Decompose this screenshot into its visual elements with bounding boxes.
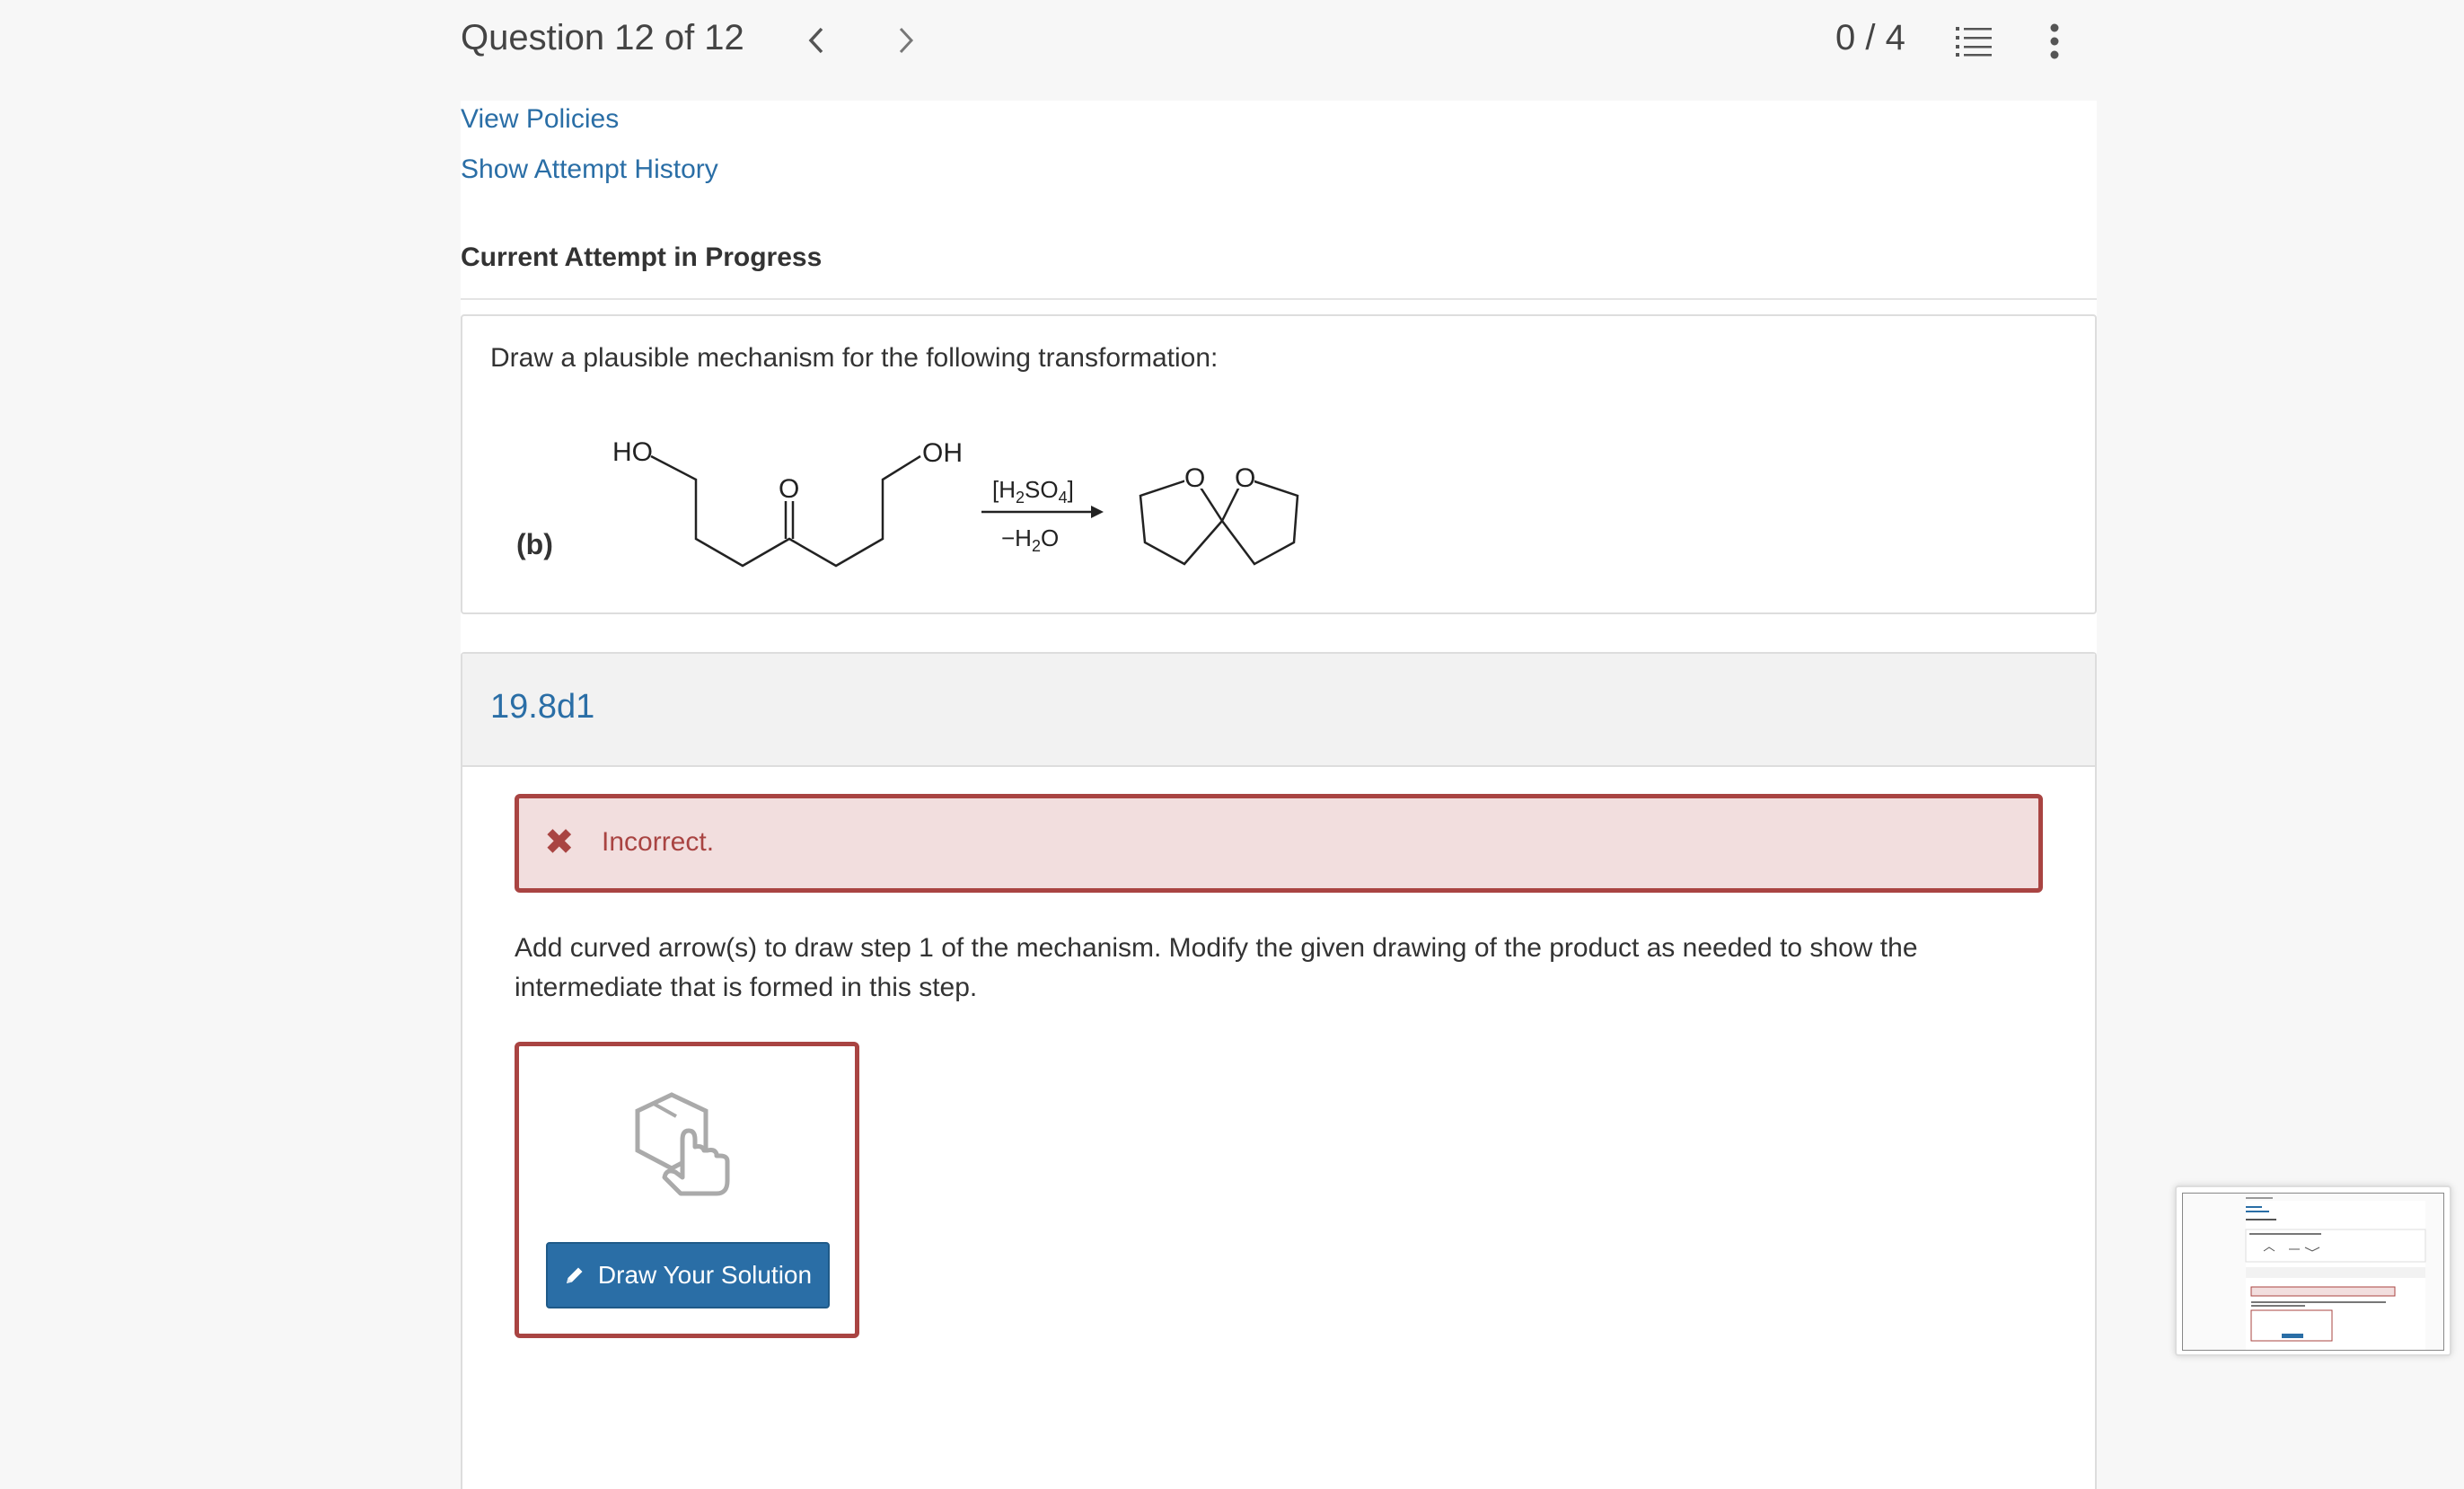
ketone-oxygen-label: O: [779, 474, 800, 504]
question-prompt: Draw a plausible mechanism for the following transformation:: [490, 343, 1219, 373]
next-question-button[interactable]: [884, 16, 928, 65]
hydroxyl-left-label: HO: [612, 437, 653, 467]
part-label: (b): [516, 528, 553, 560]
drawing-area[interactable]: [515, 1042, 859, 1338]
subquestion-panel: [461, 652, 2097, 1489]
reagent-below-part: −H: [1001, 524, 1032, 551]
product-oxygen-1-label: O: [1184, 463, 1206, 493]
reagent-above-part: [H: [992, 476, 1016, 503]
subquestion-id: 19.8d1: [490, 688, 595, 726]
reagent-below-subscript: 2: [1031, 537, 1041, 555]
draw-your-solution-button[interactable]: [546, 1242, 830, 1308]
hexagon-hand-icon: [627, 1088, 744, 1204]
question-box: [461, 314, 2097, 614]
page-minimap[interactable]: [2175, 1185, 2451, 1356]
reagent-below: [1001, 524, 1059, 555]
reagent-above-part: SO: [1025, 476, 1059, 503]
reagent-above: [992, 476, 1074, 507]
feedback-text: Incorrect.: [602, 827, 715, 857]
reaction-scheme: [516, 415, 1324, 595]
product-oxygen-2-label: O: [1235, 463, 1256, 493]
reagent-above-subscript: 2: [1016, 489, 1025, 507]
reagent-above-subscript: 4: [1058, 489, 1068, 507]
view-policies-link[interactable]: View Policies: [461, 104, 620, 134]
question-list-button[interactable]: [1952, 20, 1995, 63]
minimap-preview: [2182, 1193, 2444, 1351]
vertical-ellipsis-icon: [2049, 23, 2060, 59]
show-attempt-history-link[interactable]: Show Attempt History: [461, 154, 718, 184]
product-ring-right: [1222, 478, 1298, 564]
previous-question-button[interactable]: [794, 16, 839, 65]
hydroxyl-right-label: OH: [922, 438, 963, 468]
product-ring-left: [1140, 478, 1222, 564]
numbered-list-icon: [1956, 25, 1992, 57]
feedback-alert: [515, 794, 2043, 893]
minimap-thumbnail: [2183, 1194, 2444, 1351]
main-content: [461, 101, 2097, 1489]
close-icon: ✖: [544, 823, 575, 862]
chevron-left-icon: [806, 25, 826, 56]
chevron-right-icon: [896, 25, 916, 56]
reagent-below-part: O: [1040, 524, 1060, 551]
subquestion-header: [462, 654, 2095, 767]
score-display: 0 / 4: [1835, 18, 1905, 57]
more-options-button[interactable]: [2033, 20, 2076, 63]
question-title: Question 12 of 12: [461, 18, 744, 57]
divider: [461, 298, 2097, 300]
instruction-text: Add curved arrow(s) to draw step 1 of the mechanism. Modify the given drawing of the product as needed to show the intermediate that is formed in this step.: [515, 933, 1918, 1002]
reagent-above-part: ]: [1067, 476, 1074, 503]
pencil-icon: [564, 1264, 585, 1286]
reaction-arrow-head: [1091, 506, 1104, 518]
attempt-status: Current Attempt in Progress: [461, 242, 823, 272]
draw-button-label: Draw Your Solution: [597, 1261, 813, 1289]
top-bar: [0, 0, 2464, 101]
